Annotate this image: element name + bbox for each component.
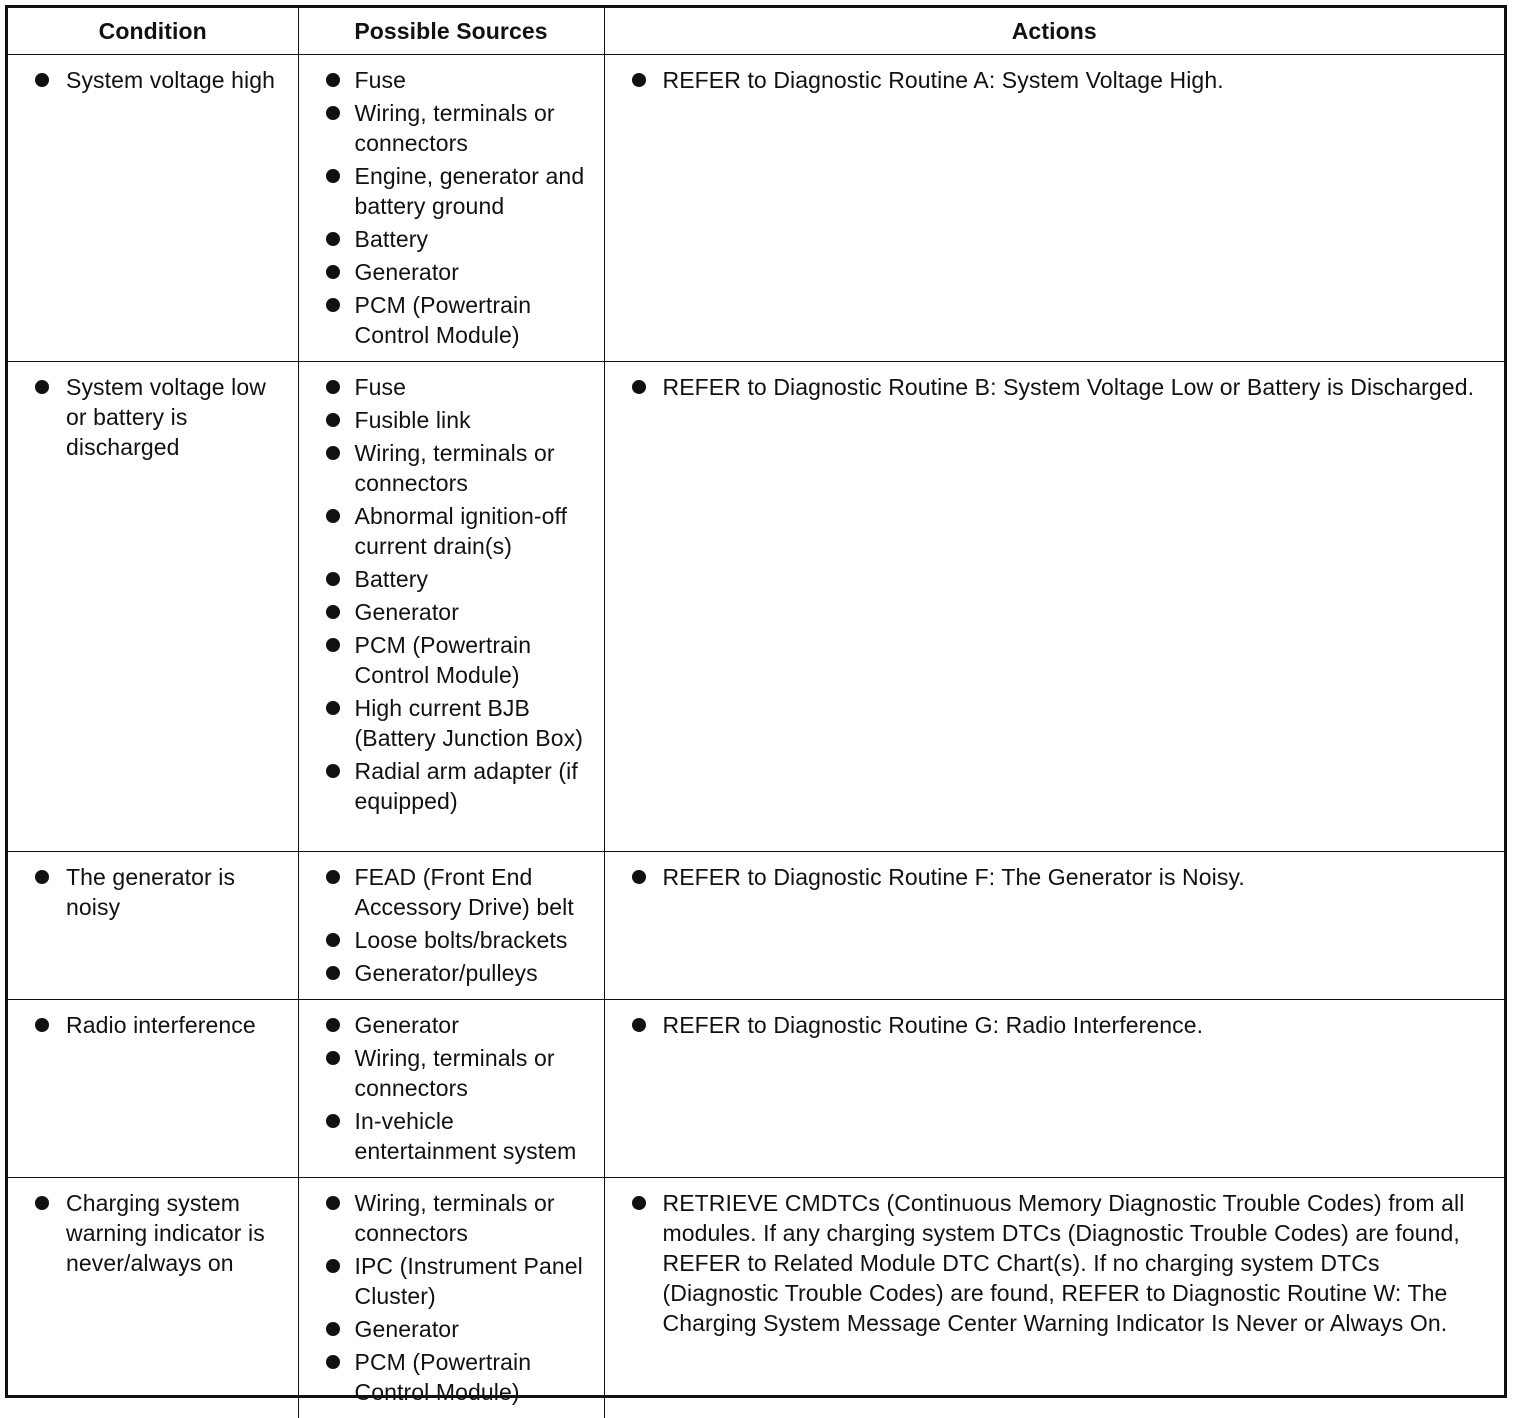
source-item: Fusible link xyxy=(307,405,596,435)
action-cell xyxy=(604,55,1504,362)
source-item: Battery xyxy=(307,224,596,254)
source-item: IPC (Instrument Panel Cluster) xyxy=(307,1251,596,1311)
source-item: High current BJB (Battery Junction Box) xyxy=(307,693,596,753)
condition-text: System voltage high xyxy=(16,65,290,95)
source-item: Wiring, terminals or connectors xyxy=(307,1188,596,1248)
condition-cell xyxy=(8,852,298,1000)
action-text: REFER to Diagnostic Routine B: System Voltage Low or Battery is Discharged. xyxy=(613,372,1497,402)
sources-cell xyxy=(298,55,604,362)
action-text: REFER to Diagnostic Routine F: The Generator is Noisy. xyxy=(613,862,1497,892)
table-row xyxy=(8,852,1504,1000)
header-sources: Possible Sources xyxy=(298,8,604,55)
sources-cell xyxy=(298,1000,604,1178)
source-item: Wiring, terminals or connectors xyxy=(307,1043,596,1103)
header-actions: Actions xyxy=(604,8,1504,55)
source-item: Radial arm adapter (if equipped) xyxy=(307,756,596,816)
action-cell xyxy=(604,852,1504,1000)
header-condition: Condition xyxy=(8,8,298,55)
source-item: Engine, generator and battery ground xyxy=(307,161,596,221)
source-item: PCM (Powertrain Control Module) xyxy=(307,1347,596,1407)
condition-text: System voltage low or battery is discharged xyxy=(16,372,290,462)
source-item: Fuse xyxy=(307,65,596,95)
source-item: Fuse xyxy=(307,372,596,402)
source-item: Loose bolts/brackets xyxy=(307,925,596,955)
sources-cell xyxy=(298,852,604,1000)
table-row xyxy=(8,362,1504,852)
source-item: Generator/pulleys xyxy=(307,958,596,988)
action-cell xyxy=(604,1000,1504,1178)
condition-text: Radio interference xyxy=(16,1010,290,1040)
source-item: Generator xyxy=(307,257,596,287)
sources-cell xyxy=(298,362,604,852)
condition-text: The generator is noisy xyxy=(16,862,290,922)
source-item: FEAD (Front End Accessory Drive) belt xyxy=(307,862,596,922)
source-item: Battery xyxy=(307,564,596,594)
condition-cell xyxy=(8,1178,298,1418)
action-cell xyxy=(604,362,1504,852)
source-item: Abnormal ignition-off current drain(s) xyxy=(307,501,596,561)
header-row xyxy=(8,8,1504,55)
source-item: Generator xyxy=(307,1010,596,1040)
diagnostic-table xyxy=(8,8,1504,1418)
condition-cell xyxy=(8,362,298,852)
table-row xyxy=(8,55,1504,362)
condition-cell xyxy=(8,55,298,362)
source-item: Generator xyxy=(307,1314,596,1344)
source-item: Wiring, terminals or connectors xyxy=(307,438,596,498)
action-text: REFER to Diagnostic Routine G: Radio Interference. xyxy=(613,1010,1497,1040)
source-item: In-vehicle entertainment system xyxy=(307,1106,596,1166)
action-text: RETRIEVE CMDTCs (Continuous Memory Diagnostic Trouble Codes) from all modules. If any charging system DTCs (Diagnostic Trouble Codes) are found, REFER to Related Module DTC Chart(s). If no charging system DTCs (Diagnostic Trouble Codes) are found, REFER to Diagnostic Routine W: The Charging System Message Center Warning Indicator Is Never or Always On. xyxy=(613,1188,1497,1338)
source-item: PCM (Powertrain Control Module) xyxy=(307,630,596,690)
action-text: REFER to Diagnostic Routine A: System Voltage High. xyxy=(613,65,1497,95)
sources-cell xyxy=(298,1178,604,1418)
source-item: Generator xyxy=(307,597,596,627)
symptom-chart xyxy=(5,5,1507,1398)
condition-cell xyxy=(8,1000,298,1178)
condition-text: Charging system warning indicator is never/always on xyxy=(16,1188,290,1278)
source-item: PCM (Powertrain Control Module) xyxy=(307,290,596,350)
table-row xyxy=(8,1000,1504,1178)
table-row xyxy=(8,1178,1504,1418)
action-cell xyxy=(604,1178,1504,1418)
source-item: Wiring, terminals or connectors xyxy=(307,98,596,158)
